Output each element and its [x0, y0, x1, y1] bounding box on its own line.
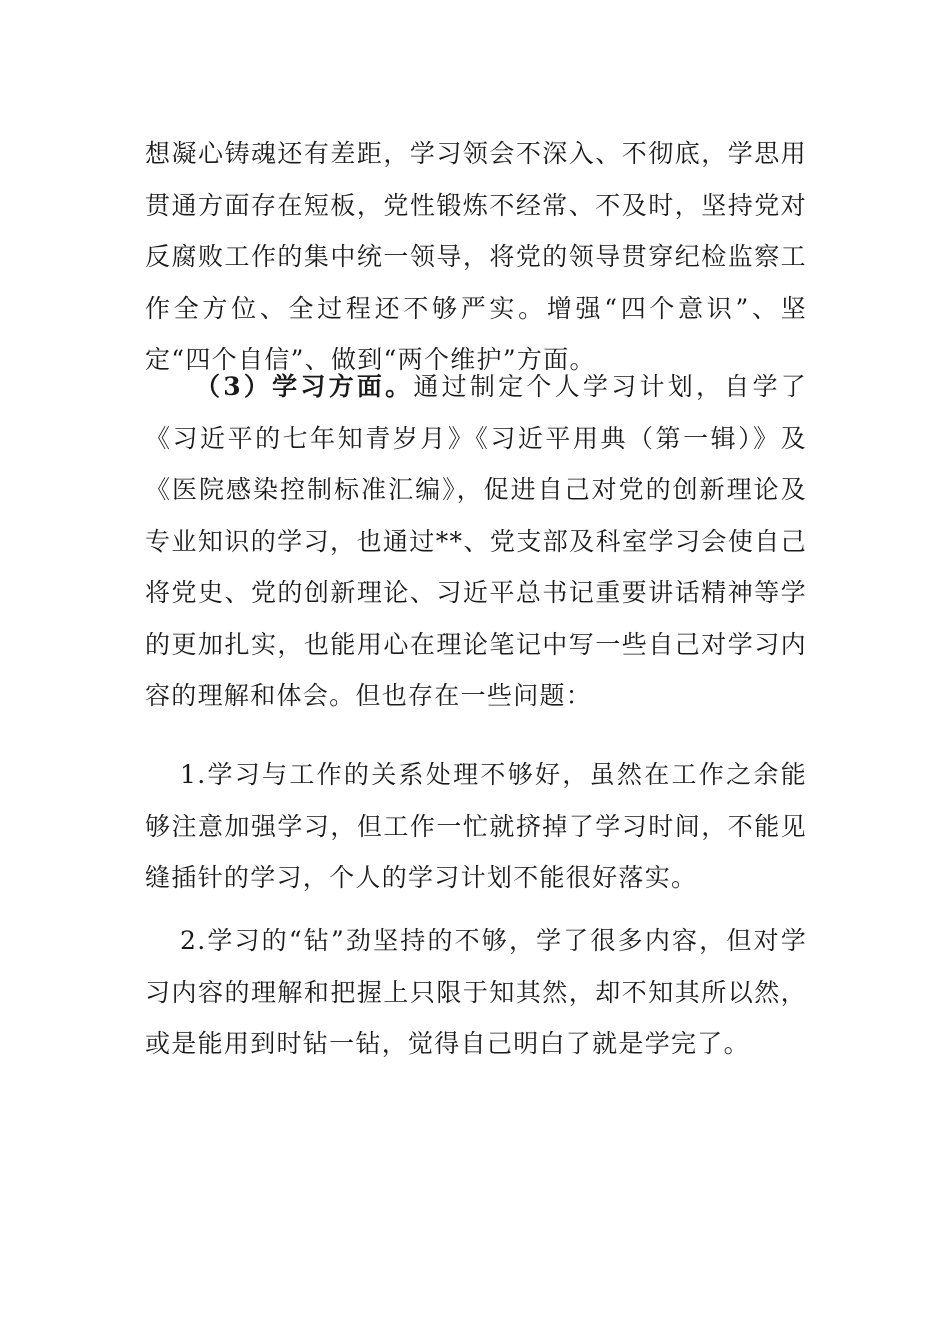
list-item-1: 1.学习与工作的关系处理不够好，虽然在工作之余能够注意加强学习，但工作一忙就挤掉了学习时间，不能见缝插针的学习，个人的学习计划不能很好落实。 [145, 760, 807, 892]
list-item-2: 2.学习的“钻”劲坚持的不够，学了很多内容，但对学习内容的理解和把握上只限于知其然，却不知其所以然，或是能用到时钻一钻，觉得自己明白了就是学完了。 [145, 926, 807, 1058]
paragraph-continuation: 想凝心铸魂还有差距，学习领会不深入、不彻底，学思用贯通方面存在短板，党性锻炼不经常、不及时，坚持党对反腐败工作的集中统一领导，将党的领导贯穿纪检监察工作全方位、全过程还不够严实。增强“四个意识”、坚定“四个自信”、做到“两个维护”方面。 [145, 139, 807, 374]
paragraph-study-body: 通过制定个人学习计划，自学了《习近平的七年知青岁月》《习近平用典（第一辑）》及《医院感染控制标准汇编》，促进自己对党的创新理论及专业知识的学习，也通过**、党支部及科室学习会使自己将党史、党的创新理论、习近平总书记重要讲话精神等学的更加扎实，也能用心在理论笔记中写一些自己对学习内容的理解和体会。但也存在一些问题： [145, 372, 808, 710]
paragraph-study-aspect [145, 361, 807, 722]
section-heading-study: （3）学习方面。 [195, 372, 414, 401]
